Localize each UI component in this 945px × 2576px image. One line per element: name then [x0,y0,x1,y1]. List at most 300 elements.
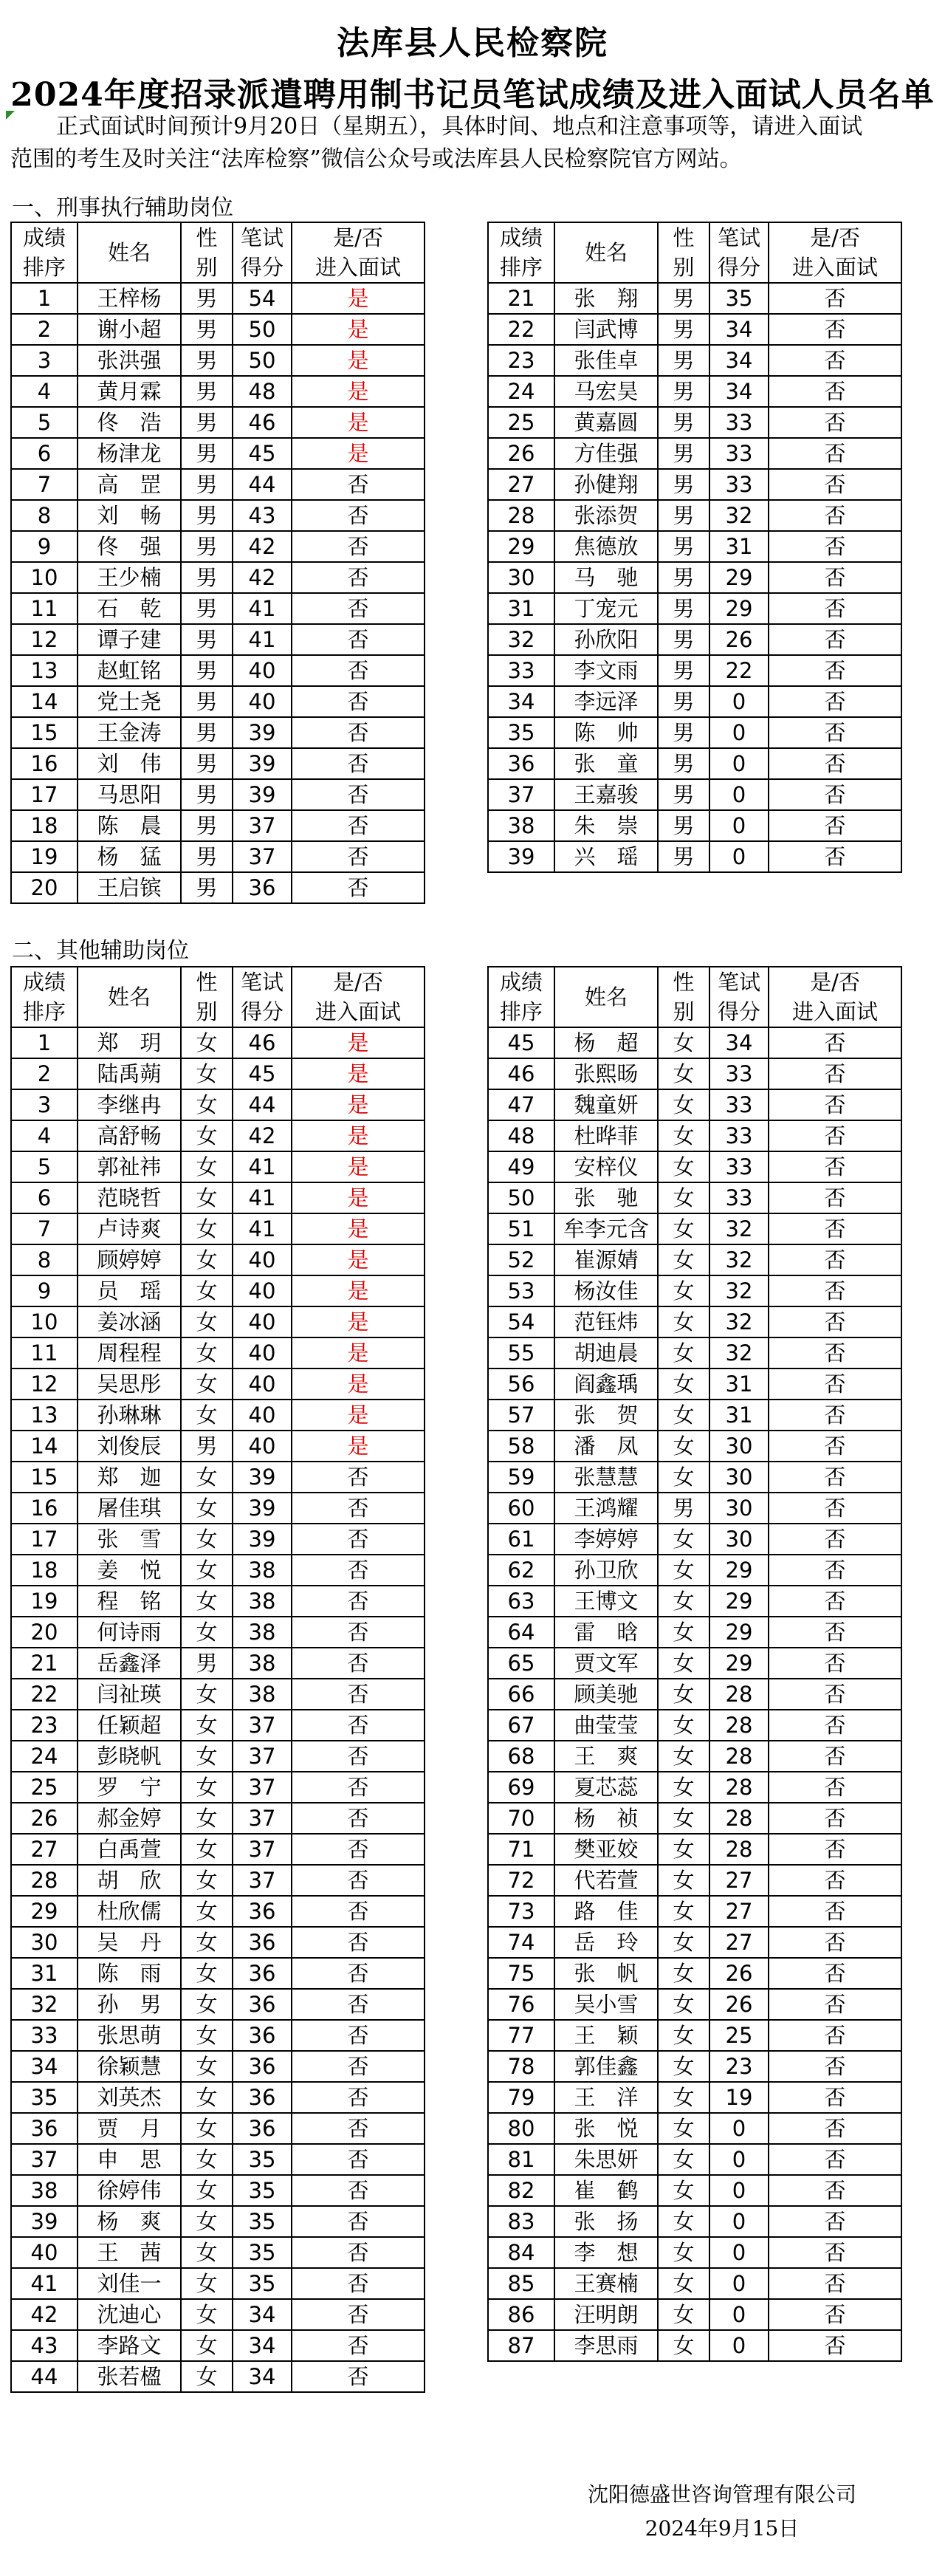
table-row [488,1275,901,1306]
gender-cell: 男 [658,841,709,872]
header-rank [488,967,554,1027]
name-cell: 汪明朗 [554,2299,658,2330]
table-row [11,438,425,469]
header-interview [292,967,425,1027]
table-row [488,593,901,624]
interview-cell: 否 [769,1865,901,1896]
rank-cell: 1 [11,283,78,314]
rank-cell: 22 [11,1679,78,1710]
header-score [233,967,292,1027]
interview-cell: 是 [292,345,425,376]
interview-cell: 否 [769,1027,901,1058]
header-name: 姓名 [554,967,658,1027]
rank-cell: 4 [11,376,78,407]
header-score-line-2: 得分 [240,255,284,280]
gender-cell: 女 [181,1400,233,1431]
table-row [488,1555,901,1586]
table-row [488,1058,901,1089]
name-cell: 方佳强 [554,438,658,469]
name-cell: 何诗雨 [78,1617,181,1648]
table-row [11,1741,425,1772]
gender-cell: 女 [181,1462,233,1493]
name-cell: 王 洋 [554,2082,658,2113]
interview-cell: 否 [769,500,901,531]
name-cell: 樊亚姣 [554,1834,658,1865]
gender-cell: 女 [658,1431,709,1462]
table-row [11,1524,425,1555]
gender-cell: 女 [658,1586,709,1617]
rank-cell: 48 [488,1120,554,1151]
name-cell: 魏童妍 [554,1089,658,1120]
header-rank-line-2: 排序 [499,999,543,1024]
name-cell: 高 罡 [78,469,181,500]
header-gender [658,967,709,1027]
score-cell: 36 [233,872,292,903]
table-row [11,2144,425,2175]
score-cell: 37 [233,1741,292,1772]
table-row [11,1306,425,1337]
gender-cell: 女 [181,2051,233,2082]
interview-cell: 否 [769,1493,901,1524]
rank-cell: 62 [488,1555,554,1586]
interview-cell: 否 [292,717,425,748]
interview-cell: 否 [769,1555,901,1586]
gender-cell: 女 [658,1927,709,1958]
name-cell: 张思萌 [78,2020,181,2051]
name-cell: 杜晔菲 [554,1120,658,1151]
name-cell: 杨 祯 [554,1803,658,1834]
gender-cell: 男 [658,469,709,500]
score-cell: 38 [233,1648,292,1679]
table-header-row [488,222,901,283]
rank-cell: 5 [11,1151,78,1182]
score-cell: 40 [233,1400,292,1431]
table-row [488,1927,901,1958]
name-cell: 刘英杰 [78,2082,181,2113]
gender-cell: 男 [658,748,709,779]
score-cell: 33 [709,407,769,438]
interview-cell: 否 [769,1213,901,1244]
score-cell: 28 [709,1834,769,1865]
score-cell: 29 [709,1617,769,1648]
rank-cell: 67 [488,1710,554,1741]
interview-cell: 否 [769,1151,901,1182]
name-cell: 张 悦 [554,2113,658,2144]
score-cell: 27 [709,1865,769,1896]
score-cell: 39 [233,717,292,748]
table-row [488,531,901,562]
gender-cell: 男 [181,841,233,872]
table-row [488,469,901,500]
name-cell: 朱 崇 [554,810,658,841]
name-cell: 程 铭 [78,1586,181,1617]
table-row [488,1182,901,1213]
rank-cell: 31 [11,1958,78,1989]
table-row [488,1493,901,1524]
name-cell: 贾文军 [554,1648,658,1679]
score-cell: 0 [709,841,769,872]
header-rank-line-1: 成绩 [499,970,543,995]
table-row [488,2299,901,2330]
interview-cell: 否 [769,1772,901,1803]
gender-cell: 男 [181,779,233,810]
table-row [11,1120,425,1151]
table-row [11,2082,425,2113]
gender-cell: 女 [658,1337,709,1368]
name-cell: 郭佳鑫 [554,2051,658,2082]
name-cell: 张佳卓 [554,345,658,376]
name-cell: 张 贺 [554,1400,658,1431]
rank-cell: 56 [488,1368,554,1400]
score-cell: 37 [233,841,292,872]
interview-cell: 否 [769,686,901,717]
gender-cell: 女 [181,1586,233,1617]
gender-cell: 男 [658,810,709,841]
table-row [488,1741,901,1772]
rank-cell: 80 [488,2113,554,2144]
score-cell: 32 [709,1306,769,1337]
table-row [11,1275,425,1306]
interview-cell: 否 [769,1524,901,1555]
name-cell: 张若楹 [78,2361,181,2392]
gender-cell: 女 [658,1089,709,1120]
score-cell: 40 [233,1337,292,1368]
rank-cell: 33 [488,655,554,686]
rank-cell: 36 [11,2113,78,2144]
header-gender [181,967,233,1027]
interview-cell: 是 [292,1213,425,1244]
interview-cell: 否 [769,2144,901,2175]
score-cell: 41 [233,593,292,624]
table-row [11,469,425,500]
interview-cell: 是 [292,376,425,407]
gender-cell: 男 [658,717,709,748]
score-cell: 38 [233,1586,292,1617]
name-cell: 张熙旸 [554,1058,658,1089]
score-cell: 0 [709,2299,769,2330]
interview-cell: 否 [769,1989,901,2020]
score-cell: 33 [709,1058,769,1089]
gender-cell: 女 [658,1772,709,1803]
score-cell: 43 [233,500,292,531]
gender-cell: 男 [658,407,709,438]
table-row [11,1368,425,1400]
interview-cell: 否 [769,1617,901,1648]
table-row [488,624,901,655]
table-row [11,531,425,562]
gender-cell: 女 [658,2020,709,2051]
rank-cell: 58 [488,1431,554,1462]
header-interview-line-1: 是/否 [810,225,860,250]
header-rank-line-1: 成绩 [22,225,66,250]
table-row [488,1772,901,1803]
gender-cell: 女 [181,1803,233,1834]
gender-cell: 男 [181,500,233,531]
name-cell: 夏芯蕊 [554,1772,658,1803]
table-row [488,1089,901,1120]
table-row [488,1120,901,1151]
score-cell: 0 [709,2175,769,2206]
score-cell: 29 [709,593,769,624]
score-cell: 39 [233,779,292,810]
score-cell: 36 [233,2051,292,2082]
rank-cell: 16 [11,1493,78,1524]
score-cell: 0 [709,2268,769,2299]
rank-cell: 44 [11,2361,78,2392]
interview-cell: 否 [769,2206,901,2237]
table-row [11,841,425,872]
header-interview-line-2: 进入面试 [315,255,401,280]
rank-cell: 28 [11,1865,78,1896]
rank-cell: 37 [11,2144,78,2175]
interview-cell: 否 [292,1462,425,1493]
rank-cell: 46 [488,1058,554,1089]
rank-cell: 3 [11,345,78,376]
score-cell: 41 [233,1182,292,1213]
score-cell: 0 [709,2237,769,2268]
table-row [11,283,425,314]
name-cell: 牟李元含 [554,1213,658,1244]
interview-cell: 否 [292,593,425,624]
rank-cell: 77 [488,2020,554,2051]
name-cell: 郑 玥 [78,1027,181,1058]
table-row [11,1865,425,1896]
rank-cell: 53 [488,1275,554,1306]
interview-cell: 是 [292,1306,425,1337]
gender-cell: 女 [658,2299,709,2330]
header-gender [181,222,233,283]
header-score [233,222,292,283]
interview-cell: 否 [769,1803,901,1834]
gender-cell: 男 [181,810,233,841]
name-cell: 马宏昊 [554,376,658,407]
name-cell: 郝金婷 [78,1803,181,1834]
table-row [488,748,901,779]
score-cell: 29 [709,1586,769,1617]
score-cell: 30 [709,1524,769,1555]
rank-cell: 13 [11,655,78,686]
rank-cell: 11 [11,593,78,624]
rank-cell: 86 [488,2299,554,2330]
table-row [11,1462,425,1493]
gender-cell: 男 [658,500,709,531]
gender-cell: 男 [181,314,233,345]
rank-cell: 7 [11,469,78,500]
header-rank [488,222,554,283]
rank-cell: 10 [11,562,78,593]
interview-cell: 否 [769,1400,901,1431]
score-cell: 34 [709,314,769,345]
rank-cell: 38 [11,2175,78,2206]
header-score [709,967,769,1027]
gender-cell: 男 [658,562,709,593]
name-cell: 岳鑫泽 [78,1648,181,1679]
header-interview [292,222,425,283]
name-cell: 李 想 [554,2237,658,2268]
table-row [11,624,425,655]
name-cell: 张洪强 [78,345,181,376]
gender-cell: 女 [658,2206,709,2237]
table-row [488,1834,901,1865]
gender-cell: 男 [658,314,709,345]
gender-cell: 男 [181,345,233,376]
interview-cell: 是 [292,1058,425,1089]
name-cell: 王 颖 [554,2020,658,2051]
interview-cell: 否 [292,2175,425,2206]
name-cell: 孙琳琳 [78,1400,181,1431]
name-cell: 王金涛 [78,717,181,748]
rank-cell: 39 [11,2206,78,2237]
gender-cell: 男 [658,686,709,717]
gender-cell: 女 [181,1679,233,1710]
name-cell: 顾美驰 [554,1679,658,1710]
table-row [488,2113,901,2144]
header-gender-line-2: 别 [673,999,695,1024]
rank-cell: 35 [11,2082,78,2113]
interview-cell: 是 [292,314,425,345]
header-interview-line-1: 是/否 [333,970,383,995]
gender-cell: 女 [181,2330,233,2361]
name-cell: 郭祉祎 [78,1151,181,1182]
table-row [488,1337,901,1368]
rank-cell: 13 [11,1400,78,1431]
interview-cell: 是 [292,1275,425,1306]
name-cell: 贾 月 [78,2113,181,2144]
name-cell: 潘 凤 [554,1431,658,1462]
interview-cell: 否 [292,1989,425,2020]
header-gender-line-2: 别 [196,255,218,280]
gender-cell: 女 [658,1617,709,1648]
gender-cell: 男 [181,872,233,903]
interview-cell: 否 [769,2330,901,2361]
gender-cell: 女 [181,1989,233,2020]
name-cell: 王嘉骏 [554,779,658,810]
interview-cell: 否 [769,2175,901,2206]
gender-cell: 女 [181,1710,233,1741]
score-cell: 35 [233,2144,292,2175]
interview-cell: 否 [769,748,901,779]
table-row [11,2175,425,2206]
gender-cell: 女 [658,1306,709,1337]
interview-cell: 是 [292,407,425,438]
table-row [11,655,425,686]
interview-cell: 否 [769,562,901,593]
gender-cell: 女 [181,1213,233,1244]
header-rank-line-1: 成绩 [499,225,543,250]
interview-cell: 否 [292,1648,425,1679]
table-row [488,779,901,810]
score-cell: 28 [709,1741,769,1772]
interview-cell: 否 [292,2361,425,2392]
name-cell: 王 爽 [554,1741,658,1772]
gender-cell: 女 [658,1834,709,1865]
rank-cell: 6 [11,438,78,469]
rank-cell: 21 [11,1648,78,1679]
score-cell: 30 [709,1431,769,1462]
name-cell: 白禹萱 [78,1834,181,1865]
table-row [11,1244,425,1275]
interview-cell: 否 [769,1927,901,1958]
rank-cell: 8 [11,1244,78,1275]
rank-cell: 50 [488,1182,554,1213]
score-cell: 31 [709,1368,769,1400]
rank-cell: 52 [488,1244,554,1275]
gender-cell: 男 [181,562,233,593]
gender-cell: 女 [181,1275,233,1306]
table-row [488,1431,901,1462]
interview-cell: 是 [292,1244,425,1275]
table-row [488,1462,901,1493]
name-cell: 张 驰 [554,1182,658,1213]
name-cell: 刘 伟 [78,748,181,779]
score-cell: 35 [233,2268,292,2299]
name-cell: 王 茜 [78,2237,181,2268]
rank-cell: 17 [11,779,78,810]
table-row [11,593,425,624]
rank-cell: 35 [488,717,554,748]
rank-cell: 66 [488,1679,554,1710]
name-cell: 王鸿耀 [554,1493,658,1524]
score-cell: 26 [709,624,769,655]
interview-cell: 否 [292,624,425,655]
score-cell: 35 [709,283,769,314]
score-cell: 37 [233,1834,292,1865]
score-cell: 36 [233,1958,292,1989]
name-cell: 路 佳 [554,1896,658,1927]
rank-cell: 34 [11,2051,78,2082]
name-cell: 阎鑫瑀 [554,1368,658,1400]
table-row [11,1710,425,1741]
score-cell: 29 [709,1555,769,1586]
gender-cell: 女 [181,1368,233,1400]
score-cell: 50 [233,314,292,345]
rank-cell: 12 [11,624,78,655]
rank-cell: 70 [488,1803,554,1834]
interview-cell: 否 [769,1834,901,1865]
rank-cell: 57 [488,1400,554,1431]
table-row [11,1896,425,1927]
table-row [488,2020,901,2051]
notice-line-1: 正式面试时间预计9月20日（星期五），具体时间、地点和注意事项等，请进入面试 [56,114,863,140]
table-row [11,1151,425,1182]
gender-cell: 女 [658,2113,709,2144]
interview-cell: 否 [769,531,901,562]
gender-cell: 女 [181,1493,233,1524]
table-row [11,1337,425,1368]
rank-cell: 1 [11,1027,78,1058]
section2-table-left [10,966,425,2393]
header-score-line-1: 笔试 [717,970,760,995]
score-cell: 36 [233,1927,292,1958]
name-cell: 谭子建 [78,624,181,655]
name-cell: 张 童 [554,748,658,779]
table-row [488,376,901,407]
gender-cell: 女 [658,1368,709,1400]
name-cell: 孙健翔 [554,469,658,500]
table-row [11,2237,425,2268]
gender-cell: 男 [181,624,233,655]
header-gender-line-2: 别 [673,255,695,280]
score-cell: 50 [233,345,292,376]
rank-cell: 27 [11,1834,78,1865]
score-cell: 32 [709,1275,769,1306]
table-row [11,1617,425,1648]
name-cell: 佟 强 [78,531,181,562]
rank-cell: 40 [11,2237,78,2268]
gender-cell: 女 [181,2237,233,2268]
table-row [11,1679,425,1710]
score-cell: 42 [233,562,292,593]
